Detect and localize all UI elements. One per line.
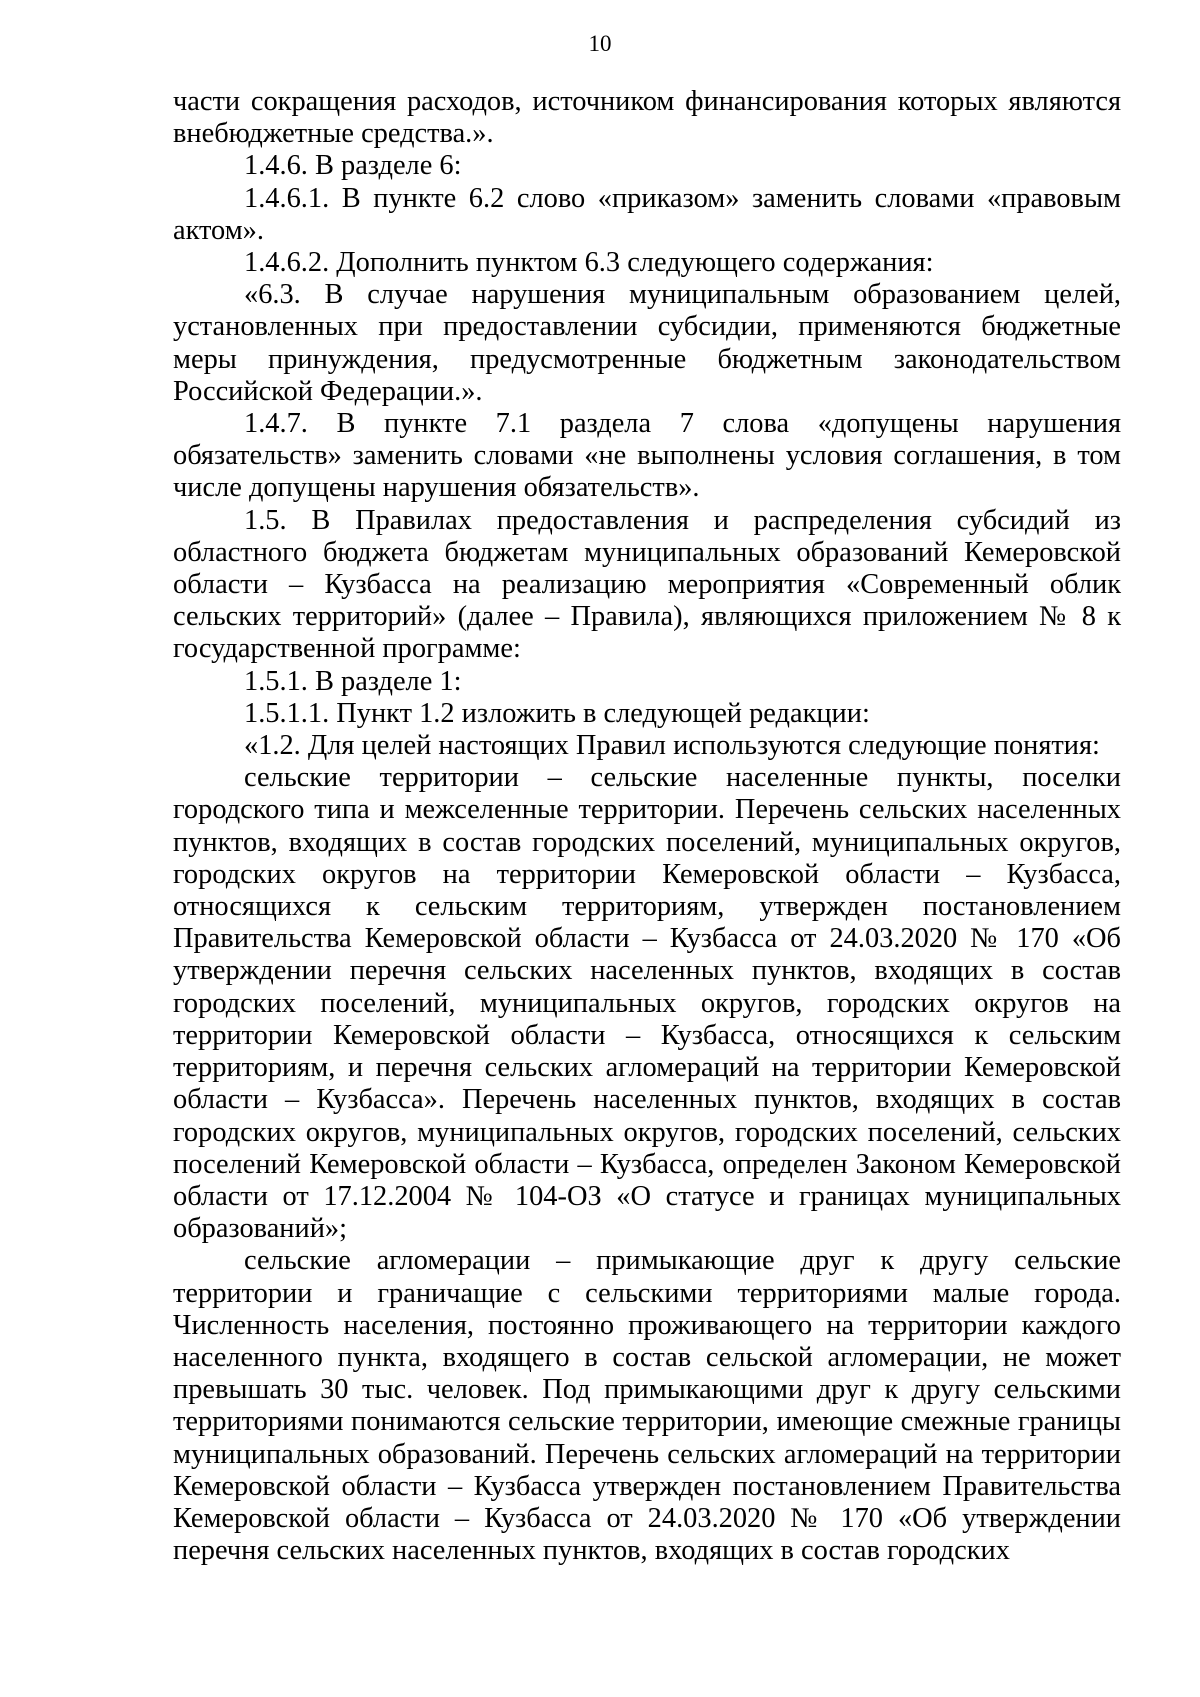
paragraph: 1.5. В Правилах предоставления и распределения субсидий из областного бюджета бюджетам муниципальных образований Кемеровской области – Кузбасса на реализацию мероприятия «Современный облик сельских территорий» (далее – Правила), являющихся приложением № 8 к государственной программе: bbox=[173, 504, 1121, 665]
paragraph: 1.5.1.1. Пункт 1.2 изложить в следующей редакции: bbox=[244, 697, 870, 729]
paragraph: 1.4.6.1. В пункте 6.2 слово «приказом» заменить словами «правовым актом». bbox=[173, 182, 1121, 246]
paragraph: «6.3. В случае нарушения муниципальным образованием целей, установленных при предоставлении субсидии, применяются бюджетные меры принуждения, предусмотренные бюджетным законодательством Российской Федерации.». bbox=[173, 279, 1121, 407]
paragraph: части сокращения расходов, источником финансирования которых являются внебюджетные средства.». bbox=[173, 86, 1121, 150]
paragraph: 1.4.7. В пункте 7.1 раздела 7 слова «допущены нарушения обязательств» заменить словами «не выполнены условия соглашения, в том числе допущены нарушения обязательств». bbox=[173, 408, 1121, 504]
document-body bbox=[173, 86, 1121, 1567]
paragraph: 1.4.6.2. Дополнить пунктом 6.3 следующего содержания: bbox=[244, 247, 934, 279]
paragraph: «1.2. Для целей настоящих Правил используются следующие понятия: bbox=[244, 730, 1100, 762]
paragraph: сельские агломерации – примыкающие друг к другу сельские территории и граничащие с сельскими территориями малые города. Численность населения, постоянно проживающего на территории каждого населенного пункта, входящего в состав сельской агломерации, не может превышать 30 тыс. человек. Под примыкающими друг к другу сельскими территориями понимаются сельские территории, имеющие смежные границы муниципальных образований. Перечень сельских агломераций на территории Кемеровской области – Кузбасса утвержден постановлением Правительства Кемеровской области – Кузбасса от 24.03.2020 № 170 «Об утверждении перечня сельских населенных пунктов, входящих в состав городских bbox=[173, 1245, 1121, 1567]
paragraph: 1.4.6. В разделе 6: bbox=[244, 150, 462, 182]
paragraph: сельские территории – сельские населенные пункты, поселки городского типа и межселенные территории. Перечень сельских населенных пунктов, входящих в состав городских поселений, муниципальных округов, городских округов на территории Кемеровской области – Кузбасса, относящихся к сельским территориям, утвержден постановлением Правительства Кемеровской области – Кузбасса от 24.03.2020 № 170 «Об утверждении перечня сельских населенных пунктов, входящих в состав городских поселений, муниципальных округов, городских округов на территории Кемеровской области – Кузбасса, относящихся к сельским территориям, и перечня сельских агломераций на территории Кемеровской области – Кузбасса». Перечень населенных пунктов, входящих в состав городских округов, муниципальных округов, городских поселений, сельских поселений Кемеровской области – Кузбасса, определен Законом Кемеровской области от 17.12.2004 № 104-ОЗ «О статусе и границах муниципальных образований»; bbox=[173, 762, 1121, 1245]
page-number: 10 bbox=[588, 31, 612, 56]
paragraph: 1.5.1. В разделе 1: bbox=[244, 665, 462, 697]
